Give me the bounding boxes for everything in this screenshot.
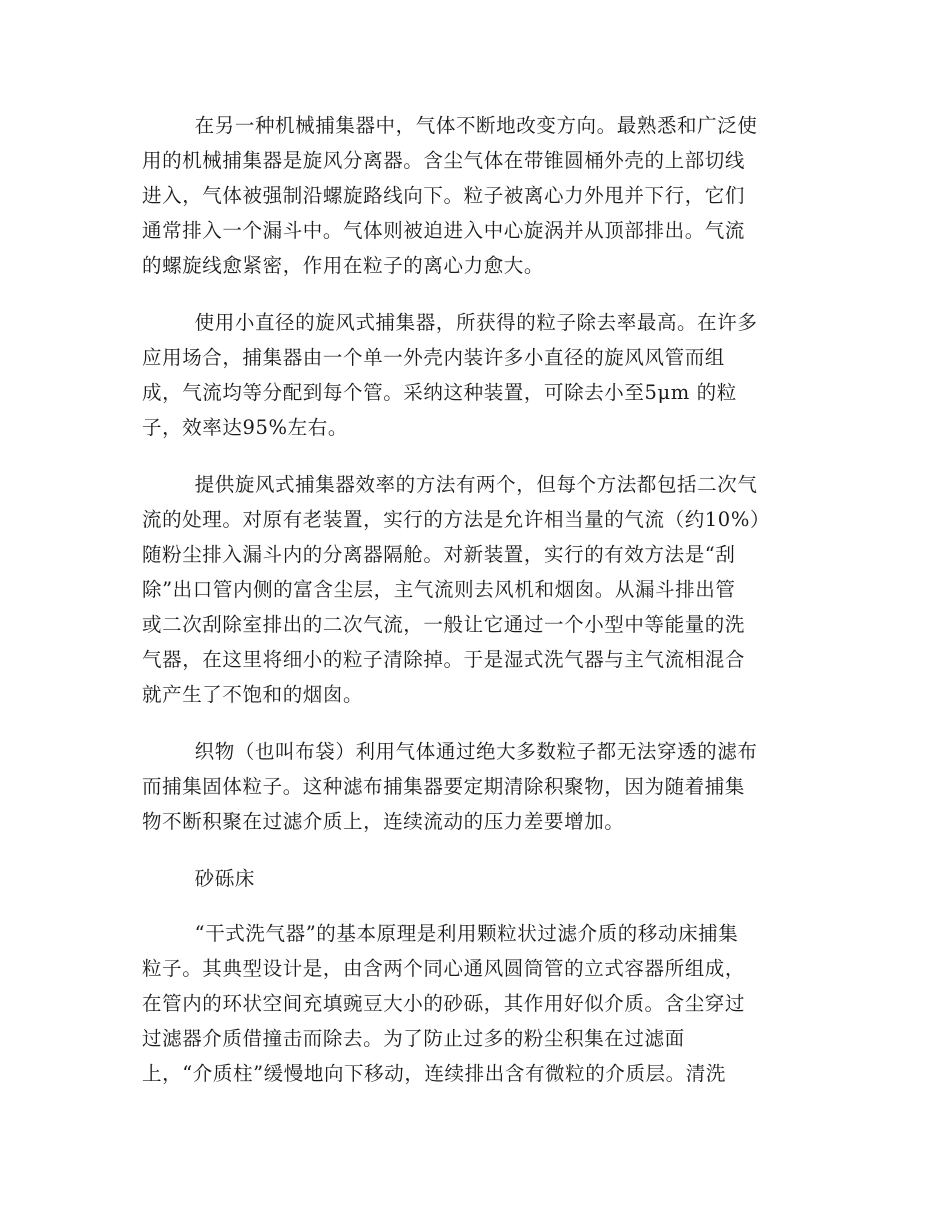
paragraph-cyclone-efficiency [142, 467, 802, 712]
paragraph-mechanical-collector [142, 108, 802, 283]
paragraph-fabric-filter [142, 734, 802, 839]
text-line: 通常排入一个漏斗中。气体则被迫进入中心旋涡并从顶部排出。气流 [142, 219, 746, 242]
text-line: 物不断积聚在过滤介质上，连续流动的压力差要增加。 [142, 810, 625, 833]
section-heading-text: 砂砾床 [194, 867, 255, 890]
text-line: 的螺旋线愈紧密，作用在粒子的离心力愈大。 [142, 254, 545, 277]
text-line: 使用小直径的旋风式捕集器，所获得的粒子除去率最高。在许多 [194, 311, 758, 334]
text-line: 在另一种机械捕集器中，气体不断地改变方向。最熟悉和广泛使 [194, 114, 758, 137]
text-line: 子，效率达95%左右。 [142, 416, 348, 439]
text-line: 提供旋风式捕集器效率的方法有两个，但每个方法都包括二次气 [194, 473, 758, 496]
text-line: 除”出口管内侧的富含尘层，主气流则去风机和烟囱。从漏斗排出管 [142, 578, 736, 601]
document-page [142, 108, 802, 1113]
paragraph-small-cyclone [142, 305, 802, 445]
text-line: 就产生了不饱和的烟囱。 [142, 683, 364, 706]
text-line: 气器，在这里将细小的粒子清除掉。于是湿式洗气器与主气流相混合 [142, 648, 746, 671]
text-line: 成，气流均等分配到每个管。采纳这种装置，可除去小至5μm 的粒 [142, 381, 737, 404]
text-line: “干式洗气器”的基本原理是利用颗粒状过滤介质的移动床捕集 [194, 922, 739, 945]
paragraph-gravel-bed [142, 916, 802, 1091]
text-line: 在管内的环状空间充填豌豆大小的砂砾，其作用好似介质。含尘穿过 [142, 992, 746, 1015]
text-line: 随粉尘排入漏斗内的分离器隔舱。对新装置，实行的有效方法是“刮 [142, 543, 736, 566]
text-line: 上，“介质柱”缓慢地向下移动，连续排出含有微粒的介质层。清洗 [142, 1062, 726, 1085]
text-line: 应用场合，捕集器由一个单一外壳内装许多小直径的旋风风管而组 [142, 346, 725, 369]
text-line: 粒子。其典型设计是，由含两个同心通风圆筒管的立式容器所组成， [142, 957, 746, 980]
text-line: 用的机械捕集器是旋风分离器。含尘气体在带锥圆桶外壳的上部切线 [142, 149, 746, 172]
section-heading [142, 861, 802, 896]
text-line: 进入，气体被强制沿螺旋路线向下。粒子被离心力外甩并下行，它们 [142, 184, 746, 207]
text-line: 或二次刮除室排出的二次气流，一般让它通过一个小型中等能量的洗 [142, 613, 746, 636]
text-line: 流的处理。对原有老装置，实行的方法是允许相当量的气流（约10%） [142, 508, 771, 531]
text-line: 过滤器介质借撞击而除去。为了防止过多的粉尘积集在过滤面 [142, 1027, 685, 1050]
text-line: 织物（也叫布袋）利用气体通过绝大多数粒子都无法穿透的滤布 [194, 740, 758, 763]
text-line: 而捕集固体粒子。这种滤布捕集器要定期清除积聚物，因为随着捕集 [142, 775, 746, 798]
